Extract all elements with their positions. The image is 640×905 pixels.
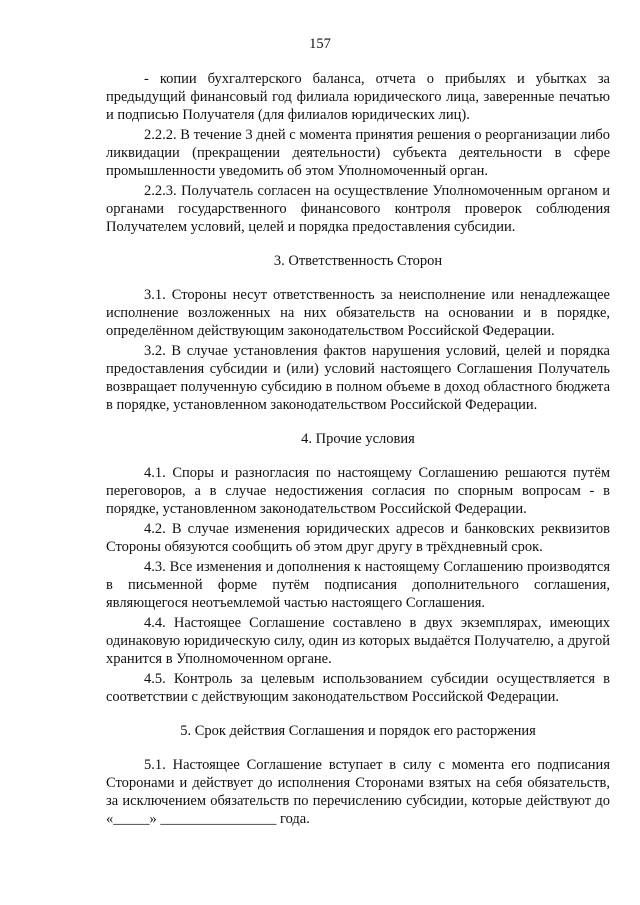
paragraph-4-2: 4.2. В случае изменения юридических адресов и банковских реквизитов Стороны обязуются сообщить об этом друг другу в трёхдневный срок.: [106, 521, 610, 555]
paragraph-3-1: 3.1. Стороны несут ответственность за неисполнение или ненадлежащее исполнение возложенных на них обязательств на основании и в порядке, определённом действующим законодательством Российской Федерации.: [106, 287, 610, 339]
section-4-heading: 4. Прочие условия: [301, 431, 415, 447]
paragraph-4-5: 4.5. Контроль за целевым использованием субсидии осуществляется в соответствии с действующим законодательством Российской Федерации.: [106, 671, 610, 705]
paragraph-balance-copies: - копии бухгалтерского баланса, отчета о прибылях и убытках за предыдущий финансовый год филиала юридического лица, заверенные печатью и подписью Получателя (для филиалов юридических лиц).: [106, 71, 610, 123]
paragraph-4-4: 4.4. Настоящее Соглашение составлено в двух экземплярах, имеющих одинаковую юридическую силу, один из которых выдаётся Получателю, а другой хранится в Уполномоченном органе.: [106, 615, 610, 667]
paragraph-4-1: 4.1. Споры и разногласия по настоящему Соглашению решаются путём переговоров, а в случае недостижения согласия по спорным вопросам - в порядке, установленном законодательством Российской Федерации.: [106, 465, 610, 517]
paragraph-4-3: 4.3. Все изменения и дополнения к настоящему Соглашению производятся в письменной форме путём подписания дополнительного соглашения, являющегося неотъемлемой частью настоящего Соглашения.: [106, 559, 610, 611]
paragraph-2-2-3: 2.2.3. Получатель согласен на осуществление Уполномоченным органом и органами государственного финансового контроля проверок соблюдения Получателем условий, целей и порядка предоставления субсидии.: [106, 183, 610, 235]
section-3-heading: 3. Ответственность Сторон: [273, 253, 443, 269]
paragraph-2-2-2: 2.2.2. В течение 3 дней с момента принятия решения о реорганизации либо ликвидации (прекращении деятельности) субъекта деятельности в сфере промышленности уведомить об этом Уполномоченный орган.: [106, 127, 610, 179]
section-5-heading: 5. Срок действия Соглашения и порядок его расторжения: [180, 723, 536, 739]
paragraph-5-1: 5.1. Настоящее Соглашение вступает в силу с момента его подписания Сторонами и действует до исполнения Сторонами взятых на себя обязательств, за исключением обязательств по перечислению субсидии, которые действуют до «_____» ________________ года.: [106, 757, 610, 827]
page-number: 157: [309, 36, 331, 52]
paragraph-3-2: 3.2. В случае установления фактов нарушения условий, целей и порядка предоставления субсидии и (или) условий настоящего Соглашения Получатель возвращает полученную субсидию в полном объеме в доход областного бюджета в порядке, установленном законодательством Российской Федерации.: [106, 343, 610, 413]
document-body: [106, 70, 610, 828]
